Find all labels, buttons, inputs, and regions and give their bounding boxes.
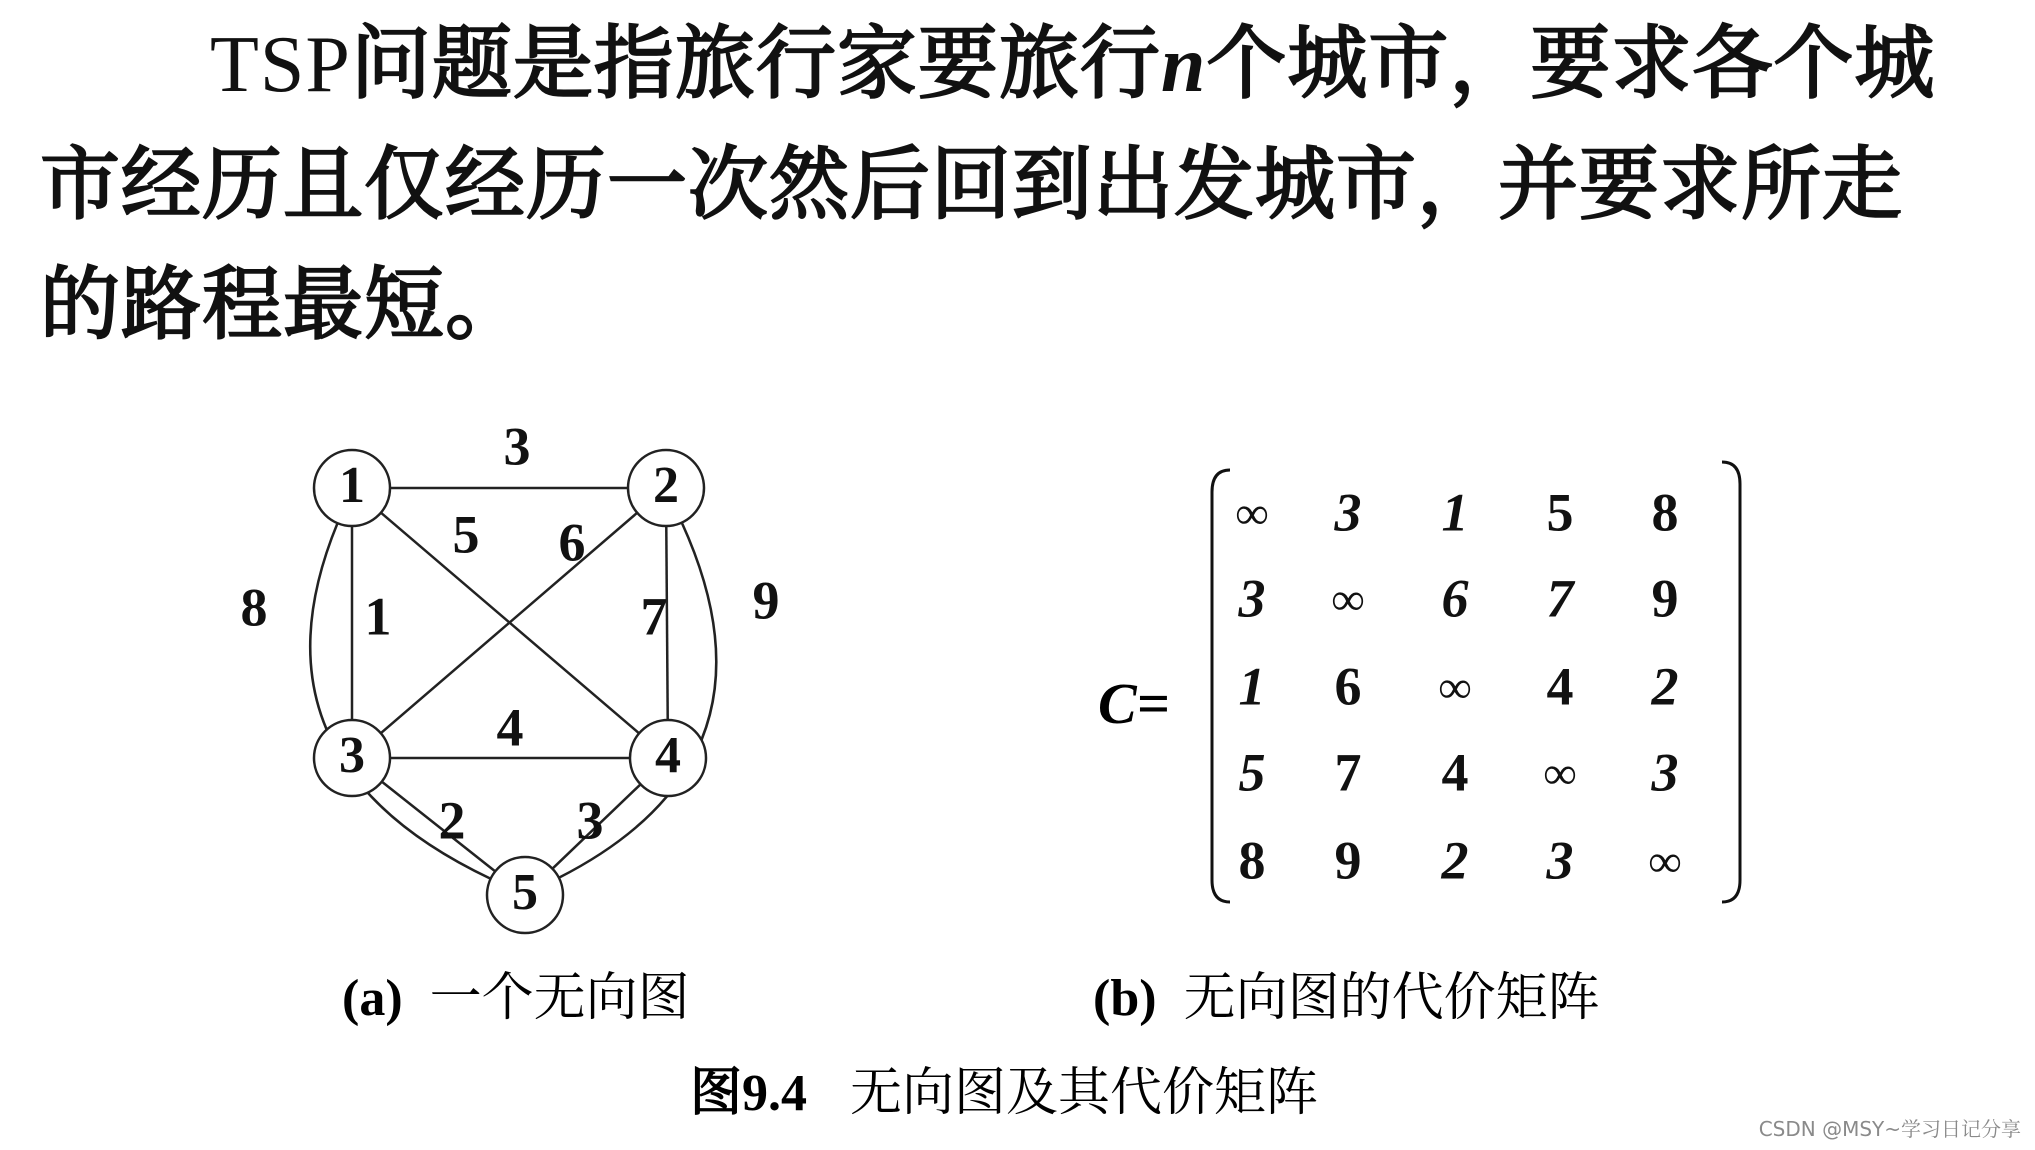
- edge-weight-4-5: 3: [576, 790, 604, 851]
- matrix-cell-r4-c5: 3: [1651, 742, 1679, 803]
- matrix-cell-r5-c5: ∞: [1648, 835, 1682, 887]
- caption-b-label: (b): [1093, 970, 1157, 1027]
- matrix-right-bracket: [1722, 462, 1740, 902]
- matrix-cell-r1-c2: 3: [1334, 482, 1362, 543]
- node-label-2: 2: [653, 456, 679, 514]
- edge-weight-2-4: 7: [640, 586, 668, 647]
- intro-line-1-text: 问题是指旅行家要旅行: [350, 17, 1161, 110]
- node-label-5: 5: [512, 863, 538, 921]
- captions: [342, 970, 1600, 1122]
- caption-b: [1093, 970, 1600, 1027]
- matrix-cell-r2-c5: 9: [1651, 568, 1679, 629]
- matrix-cell-r2-c2: ∞: [1331, 573, 1365, 625]
- edge-weight-2-5: 9: [752, 570, 780, 631]
- cost-matrix: [1098, 462, 1740, 902]
- caption-a-label: (a): [342, 970, 403, 1027]
- node-label-3: 3: [339, 726, 365, 784]
- matrix-cell-r2-c4: 7: [1546, 568, 1574, 629]
- matrix-cell-r4-c3: 4: [1441, 742, 1469, 803]
- matrix-cell-r4-c1: 5: [1238, 742, 1266, 803]
- matrix-left-bracket: [1212, 470, 1230, 902]
- edge-weight-1-5: 8: [240, 577, 268, 638]
- matrix-cell-r4-c2: 7: [1334, 742, 1362, 803]
- matrix-cell-r4-c4: ∞: [1543, 747, 1577, 799]
- node-label-4: 4: [655, 726, 681, 784]
- edge-weight-3-4: 4: [496, 697, 524, 758]
- intro-line-1-tail: 个城市，要求各个城: [1206, 17, 1936, 110]
- matrix-cell-r2-c1: 3: [1238, 568, 1266, 629]
- edge-weight-1-4: 5: [452, 504, 480, 565]
- intro-tsp: TSP: [210, 21, 351, 109]
- matrix-cell-r1-c3: 1: [1441, 482, 1469, 543]
- caption-a: [342, 970, 690, 1027]
- figure-caption-label: 图9.4: [690, 1065, 808, 1122]
- matrix-cell-r1-c1: ∞: [1235, 487, 1269, 539]
- matrix-cell-r2-c3: 6: [1441, 568, 1469, 629]
- intro-line-2: 市经历且仅经历一次然后回到出发城市，并要求所走: [40, 138, 1903, 231]
- matrix-cell-r3-c3: ∞: [1438, 661, 1472, 713]
- caption-b-text: 无向图的代价矩阵: [1183, 970, 1600, 1027]
- matrix-cell-r3-c5: 2: [1651, 656, 1679, 717]
- edge-weight-3-5: 2: [438, 790, 466, 851]
- matrix-cell-r1-c5: 8: [1651, 482, 1679, 543]
- edge-weight-2-3: 6: [558, 512, 586, 573]
- intro-line-3: 的路程最短。: [40, 258, 526, 351]
- matrix-cell-r3-c4: 4: [1546, 656, 1574, 717]
- caption-a-text: 一个无向图: [429, 970, 690, 1027]
- intro-variable-n: n: [1160, 21, 1207, 109]
- figure-caption-text: 无向图及其代价矩阵: [850, 1065, 1319, 1122]
- matrix-cell-r5-c4: 3: [1546, 830, 1574, 891]
- matrix-cell-r3-c2: 6: [1334, 656, 1362, 717]
- watermark: CSDN @MSY~学习日记分享: [1758, 1117, 2021, 1141]
- matrix-cell-r5-c3: 2: [1441, 830, 1469, 891]
- figure-caption: [690, 1065, 1318, 1122]
- matrix-name: C=: [1098, 671, 1170, 736]
- matrix-cell-r1-c4: 5: [1546, 482, 1574, 543]
- matrix-cell-r3-c1: 1: [1238, 656, 1266, 717]
- edge-weight-1-3: 1: [364, 586, 392, 647]
- undirected-graph: [241, 416, 780, 933]
- matrix-cell-r5-c1: 8: [1238, 830, 1266, 891]
- node-label-1: 1: [339, 456, 365, 514]
- matrix-cell-r5-c2: 9: [1334, 830, 1362, 891]
- edge-weight-1-2: 3: [503, 416, 531, 477]
